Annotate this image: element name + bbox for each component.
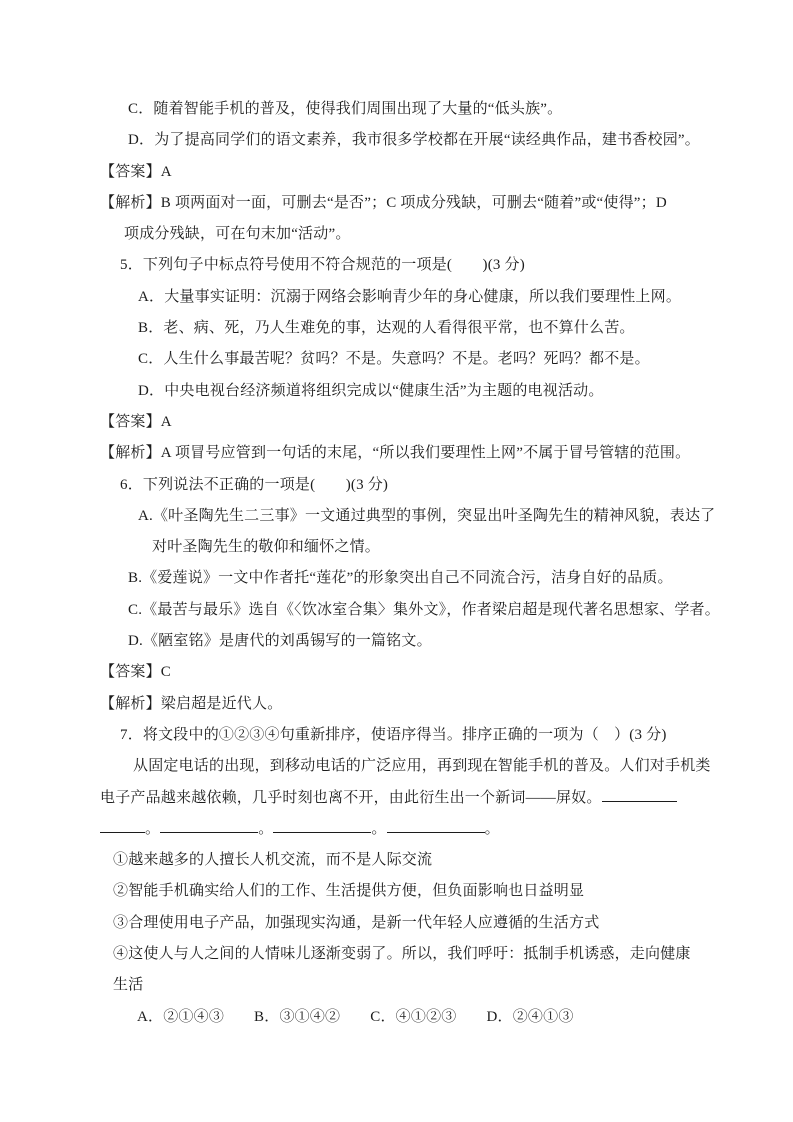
q6-option-c: C.《最苦与最乐》选自《〈饮冰室合集〉集外文》，作者梁启超是现代著名思想家、学者。: [128, 601, 720, 618]
q7-title: 7．将文段中的①②③④句重新排序，使语序得当。排序正确的一项为（ ）(3 分): [120, 726, 667, 743]
q6-answer: 【答案】C: [100, 664, 172, 681]
q4-option-c: C．随着智能手机的普及，使得我们周围出现了大量的“低头族”。: [128, 101, 563, 117]
answer-blank-3: [273, 817, 371, 833]
blank-period: 。: [484, 820, 500, 837]
blank-period: 。: [258, 820, 274, 837]
q6-analysis: 【解析】梁启超是近代人。: [100, 695, 283, 712]
answer-blank-2: [160, 817, 258, 833]
answer-blank-1: [602, 786, 677, 802]
q7-paragraph-line2-text: 电子产品越来越依赖，几乎时刻也离不开，由此衍生出一个新词——屏奴。: [100, 789, 602, 806]
q7-item-3: ③合理使用电子产品，加强现实沟通，是新一代年轻人应遵循的生活方式: [113, 914, 600, 931]
q5-option-c: C．人生什么事最苦呢？贫吗？不是。失意吗？不是。老吗？死吗？都不是。: [138, 351, 650, 368]
q7-blanks-row: [100, 814, 713, 845]
q6-option-a-line2: 对叶圣陶先生的敬仰和缅怀之情。: [152, 539, 381, 556]
q5-option-d: D．中央电视台经济频道将组织完成以“健康生活”为主题的电视活动。: [138, 382, 604, 399]
blank-period: 。: [371, 820, 387, 837]
q7-choice-d: D．②④①③: [486, 1008, 574, 1025]
answer-blank-4: [387, 817, 485, 833]
q7-item-4-line1: ④这使人与人之间的人情味儿逐渐变弱了。所以，我们呼吁：抵制手机诱惑，走向健康: [113, 946, 691, 963]
q5-title: 5．下列句子中标点符号使用不符合规范的一项是( )(3 分): [120, 257, 525, 274]
q6-option-d: D.《陋室铭》是唐代的刘禹锡写的一篇铭文。: [128, 633, 432, 650]
blank-period: 。: [145, 820, 161, 837]
q7-choice-c: C．④①②③: [370, 1008, 457, 1025]
q4-analysis-line2: 项成分残缺，可在句末加“活动”。: [124, 226, 351, 243]
q7-choice-a: A．②①④③: [137, 1008, 225, 1025]
q7-paragraph-line1: 从固定电话的出现，到移动电话的广泛应用，再到现在智能手机的普及。人们对手机类: [133, 758, 711, 775]
q5-answer: 【答案】A: [100, 413, 172, 430]
q6-option-a-line1: A.《叶圣陶先生二三事》一文通过典型的事例，突显出叶圣陶先生的精神风貌，表达了: [138, 507, 716, 524]
q7-item-1: ①越来越多的人擅长人机交流，而不是人际交流: [113, 852, 433, 869]
q4-answer: 【答案】A: [100, 163, 172, 180]
q6-title: 6．下列说法不正确的一项是( )(3 分): [120, 476, 389, 493]
q5-option-a: A．大量事实证明：沉溺于网络会影响青少年的身心健康，所以我们要理性上网。: [138, 288, 682, 305]
q4-option-d: D．为了提高同学们的语文素养，我市很多学校都在开展“读经典作品，建书香校园”。: [128, 132, 700, 149]
q7-item-2: ②智能手机确实给人们的工作、生活提供方便，但负面影响也日益明显: [113, 883, 585, 900]
q7-paragraph-line2: [100, 783, 713, 814]
q4-analysis-line1: 【解析】B 项两面对一面，可删去“是否”；C 项成分残缺，可删去“随着”或“使得”；D: [100, 194, 667, 211]
answer-blank-1-continued: [100, 817, 145, 833]
q6-option-b: B.《爱莲说》一文中作者托“莲花”的形象突出自己不同流合污，洁身自好的品质。: [128, 570, 673, 587]
q5-analysis: 【解析】A 项冒号应管到一句话的末尾，“所以我们要理性上网”不属于冒号管辖的范围。: [100, 445, 691, 462]
q7-choices-row: [137, 1002, 713, 1033]
q5-option-b: B．老、病、死，乃人生难免的事，达观的人看得很平常，也不算什么苦。: [138, 320, 635, 337]
q7-item-4-line2: 生活: [113, 977, 144, 994]
q7-choice-b: B．③①④②: [254, 1008, 341, 1025]
